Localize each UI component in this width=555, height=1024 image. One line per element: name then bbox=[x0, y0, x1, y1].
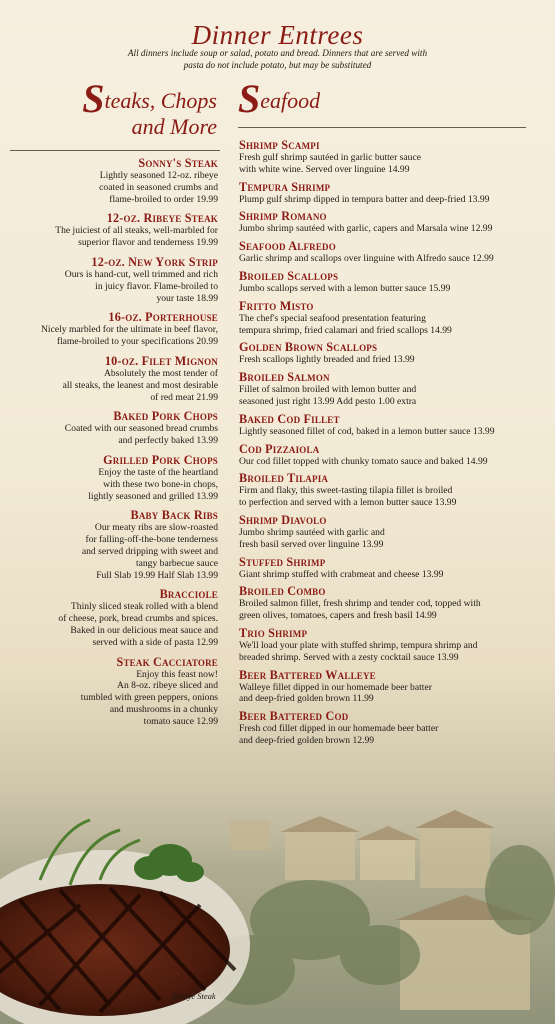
seafood-menu-item bbox=[239, 709, 539, 747]
description-line: tumbled with green peppers, onions bbox=[80, 692, 218, 704]
menu-item-description bbox=[239, 598, 539, 622]
description-line: breaded shrimp. Served with a zesty cocktail sauce 13.99 bbox=[239, 651, 459, 663]
menu-item-name: Seafood Alfredo bbox=[239, 239, 336, 254]
seafood-menu-item bbox=[239, 668, 539, 706]
seafood-list bbox=[239, 138, 539, 751]
description-line: Fresh gulf shrimp sautéed in garlic butter sauce bbox=[239, 152, 421, 163]
description-line: flame-broiled to order 19.99 bbox=[109, 193, 218, 205]
menu-item-description bbox=[8, 269, 218, 304]
description-line: seasoned just right 13.99 Add pesto 1.00 extra bbox=[239, 395, 417, 407]
menu-item-description bbox=[239, 283, 539, 295]
menu-item-name: Grilled Pork Chops bbox=[103, 452, 218, 467]
description-line: Baked in our delicious meat sauce and bbox=[70, 624, 218, 636]
menu-item-name: Sonny's Steak bbox=[138, 156, 218, 170]
menu-item-description bbox=[239, 527, 539, 551]
menu-item-name: Beer Battered Walleye bbox=[239, 667, 376, 682]
seafood-section-heading bbox=[238, 76, 321, 121]
description-line: Our cod fillet topped with chunky tomato sauce and baked 14.99 bbox=[239, 455, 488, 467]
steaks-menu-item bbox=[8, 156, 218, 205]
menu-item-description bbox=[239, 569, 539, 581]
menu-item-name: Shrimp Diavolo bbox=[239, 512, 327, 527]
steaks-menu-item bbox=[8, 587, 218, 648]
scenery-photo bbox=[0, 780, 555, 1024]
menu-item-name: Beer Battered Cod bbox=[239, 709, 349, 724]
description-line: The chef's special seafood presentation featuring bbox=[239, 312, 426, 324]
steaks-menu-item bbox=[8, 508, 218, 581]
menu-item-description bbox=[8, 467, 218, 502]
menu-item-description bbox=[8, 669, 218, 728]
description-line: and deep-fried golden brown 12.99 bbox=[239, 734, 375, 746]
seafood-menu-item bbox=[239, 471, 539, 509]
description-line: your taste 18.99 bbox=[156, 292, 218, 304]
description-line: Fresh cod fillet dipped in our homemade beer batter bbox=[239, 723, 439, 735]
description-line: with these two bone-in chops, bbox=[103, 478, 218, 490]
description-line: Garlic shrimp and scallops over linguine with Alfredo sauce 12.99 bbox=[239, 253, 494, 265]
seafood-menu-item bbox=[239, 340, 539, 366]
heading-text-line2: and More bbox=[131, 114, 217, 139]
menu-item-description bbox=[239, 313, 539, 337]
description-line: Full Slab 19.99 Half Slab 13.99 bbox=[96, 569, 218, 581]
menu-item-description bbox=[8, 225, 218, 249]
description-line: to perfection and served with a lemon butter sauce 13.99 bbox=[239, 497, 457, 509]
description-line: Enjoy the taste of the heartland bbox=[98, 466, 218, 478]
heading-initial: S bbox=[238, 76, 261, 121]
menu-item-description bbox=[239, 194, 539, 206]
menu-item-name: Cod Pizzaiola bbox=[239, 441, 320, 456]
description-line: Plump gulf shrimp dipped in tempura batter and deep-fried 13.99 bbox=[239, 193, 490, 205]
seafood-menu-item bbox=[239, 209, 539, 235]
description-line: An 8-oz. ribeye sliced and bbox=[117, 680, 218, 692]
menu-item-description bbox=[239, 223, 539, 235]
description-line: superior flavor and tenderness 19.99 bbox=[78, 237, 218, 249]
description-line: Ours is hand-cut, well trimmed and rich bbox=[64, 268, 218, 280]
menu-item-description bbox=[239, 152, 539, 176]
steaks-menu-item bbox=[8, 211, 218, 249]
description-line: green olives, tomatoes, capers and fresh basil 14.99 bbox=[239, 610, 437, 622]
menu-item-name: Shrimp Romano bbox=[239, 209, 327, 224]
page-subtitle bbox=[100, 48, 455, 71]
description-line: Fresh scallops lightly breaded and fried 13.99 bbox=[239, 354, 415, 366]
menu-item-name: Broiled Salmon bbox=[239, 370, 330, 385]
seafood-menu-item bbox=[239, 584, 539, 622]
description-line: Jumbo shrimp sautéed with garlic, capers and Marsala wine 12.99 bbox=[239, 223, 493, 235]
menu-item-name: 12-oz. Ribeye Steak bbox=[106, 211, 218, 226]
description-line: and served dripping with sweet and bbox=[81, 545, 218, 557]
menu-item-description bbox=[239, 682, 539, 706]
description-line: lightly seasoned and grilled 13.99 bbox=[88, 490, 218, 502]
description-line: Our meaty ribs are slow-roasted bbox=[94, 522, 218, 534]
description-line: Absolutely the most tender of bbox=[103, 367, 218, 379]
description-line: Nicely marbled for the ultimate in beef flavor, bbox=[40, 324, 218, 336]
menu-item-name: Tempura Shrimp bbox=[239, 179, 331, 194]
page-title: Dinner Entrees bbox=[191, 20, 364, 50]
seafood-menu-item bbox=[239, 412, 539, 438]
description-line: Thinly sliced steak rolled with a blend bbox=[70, 601, 218, 613]
menu-item-name: Trio Shrimp bbox=[239, 625, 308, 640]
seafood-menu-item bbox=[239, 555, 539, 581]
seafood-menu-item bbox=[239, 269, 539, 295]
menu-item-description bbox=[8, 324, 218, 348]
menu-item-description bbox=[8, 368, 218, 403]
menu-item-description bbox=[239, 253, 539, 265]
subtitle-line: All dinners include soup or salad, potato and bread. Dinners that are served with bbox=[127, 48, 428, 58]
steaks-menu-item bbox=[8, 655, 218, 728]
description-line: tempura shrimp, fried calamari and fried scallops 14.99 bbox=[239, 324, 452, 336]
menu-item-name: Fritto Misto bbox=[239, 298, 314, 313]
menu-item-description bbox=[239, 354, 539, 366]
seafood-menu-item bbox=[239, 239, 539, 265]
photo-caption: Ribeye Steak bbox=[172, 991, 216, 1001]
steaks-menu-item bbox=[8, 453, 218, 502]
description-line: We'll load your plate with stuffed shrimp, tempura shrimp and bbox=[239, 639, 478, 651]
seafood-menu-item bbox=[239, 180, 539, 206]
description-line: Firm and flaky, this sweet-tasting tilapia fillet is broiled bbox=[239, 485, 453, 497]
menu-item-description bbox=[8, 522, 218, 581]
description-line: served with a side of pasta 12.99 bbox=[92, 636, 218, 648]
steaks-menu-item bbox=[8, 310, 218, 348]
seafood-menu-item bbox=[239, 138, 539, 176]
menu-item-description bbox=[239, 384, 539, 408]
menu-item-name: Broiled Scallops bbox=[239, 268, 339, 283]
seafood-menu-item bbox=[239, 626, 539, 664]
description-line: with white wine. Served over linguine 14.99 bbox=[239, 163, 410, 175]
menu-item-description bbox=[239, 456, 539, 468]
menu-item-name: Bracciole bbox=[159, 587, 218, 602]
description-line: flame-broiled to your specifications 20.99 bbox=[56, 336, 218, 348]
heading-initial: S bbox=[82, 76, 105, 121]
description-line: Walleye fillet dipped in our homemade beer batter bbox=[239, 681, 432, 693]
description-line: and deep-fried golden brown 11.99 bbox=[239, 693, 374, 705]
seafood-divider bbox=[238, 127, 526, 128]
seafood-menu-item bbox=[239, 442, 539, 468]
description-line: The juiciest of all steaks, well-marbled for bbox=[55, 225, 218, 237]
description-line: Broiled salmon fillet, fresh shrimp and tender cod, topped with bbox=[239, 598, 481, 610]
description-line: of cheese, pork, bread crumbs and spices. bbox=[58, 613, 218, 625]
menu-item-name: Baked Pork Chops bbox=[113, 409, 218, 424]
menu-item-name: Baby Back Ribs bbox=[130, 508, 218, 523]
menu-item-name: Baked Cod Fillet bbox=[239, 411, 340, 426]
description-line: in juicy flavor. Flame-broiled to bbox=[95, 280, 218, 292]
seafood-menu-item bbox=[239, 513, 539, 551]
seafood-menu-item bbox=[239, 299, 539, 337]
steaks-menu-item bbox=[8, 354, 218, 403]
menu-item-name: Stuffed Shrimp bbox=[239, 554, 326, 569]
menu-item-description bbox=[239, 640, 539, 664]
menu-item-name: Broiled Combo bbox=[239, 584, 326, 599]
description-line: Coated with our seasoned bread crumbs bbox=[64, 423, 218, 435]
description-line: and perfectly baked 13.99 bbox=[118, 435, 218, 447]
description-line: for falling-off-the-bone tenderness bbox=[85, 534, 218, 546]
heading-text: teaks, Chops bbox=[104, 88, 217, 113]
description-line: tomato sauce 12.99 bbox=[143, 715, 218, 727]
menu-item-description bbox=[239, 426, 539, 438]
menu-item-name: Golden Brown Scallops bbox=[239, 340, 378, 355]
menu-item-name: Shrimp Scampi bbox=[239, 138, 320, 152]
seafood-menu-item bbox=[239, 370, 539, 408]
menu-item-name: 10-oz. Filet Mignon bbox=[104, 353, 218, 368]
steaks-list bbox=[8, 156, 218, 734]
description-line: Jumbo scallops served with a lemon butter sauce 15.99 bbox=[239, 282, 451, 294]
heading-text: eafood bbox=[260, 88, 321, 113]
description-line: fresh basil served over linguine 13.99 bbox=[239, 538, 384, 550]
menu-item-name: Steak Cacciatore bbox=[116, 654, 218, 669]
description-line: Fillet of salmon broiled with lemon butter and bbox=[239, 384, 417, 396]
menu-item-description bbox=[239, 723, 539, 747]
description-line: of red meat 21.99 bbox=[150, 391, 218, 403]
description-line: Enjoy this feast now! bbox=[136, 668, 218, 680]
steaks-divider bbox=[10, 150, 220, 151]
steaks-menu-item bbox=[8, 409, 218, 447]
description-line: Giant shrimp stuffed with crabmeat and cheese 13.99 bbox=[239, 568, 444, 580]
description-line: Jumbo shrimp sautéed with garlic and bbox=[239, 526, 385, 538]
menu-item-description bbox=[8, 170, 218, 205]
menu-item-description bbox=[8, 601, 218, 648]
description-line: Lightly seasoned 12-oz. ribeye bbox=[99, 170, 218, 181]
menu-item-name: Broiled Tilapia bbox=[239, 471, 329, 486]
description-line: and mushrooms in a chunky bbox=[109, 703, 218, 715]
menu-item-name: 16-oz. Porterhouse bbox=[108, 310, 218, 325]
description-line: tangy barbecue sauce bbox=[135, 557, 218, 569]
subtitle-line: pasta do not include potato, but may be substituted bbox=[183, 59, 372, 70]
description-line: Lightly seasoned fillet of cod, baked in a lemon butter sauce 13.99 bbox=[239, 425, 495, 437]
menu-item-description bbox=[239, 485, 539, 509]
description-line: coated in seasoned crumbs and bbox=[99, 181, 218, 193]
menu-item-description bbox=[8, 423, 218, 447]
menu-item-name: 12-oz. New York Strip bbox=[91, 254, 218, 269]
steaks-menu-item bbox=[8, 255, 218, 304]
description-line: all steaks, the leanest and most desirable bbox=[62, 379, 218, 391]
steaks-section-heading bbox=[82, 76, 217, 140]
